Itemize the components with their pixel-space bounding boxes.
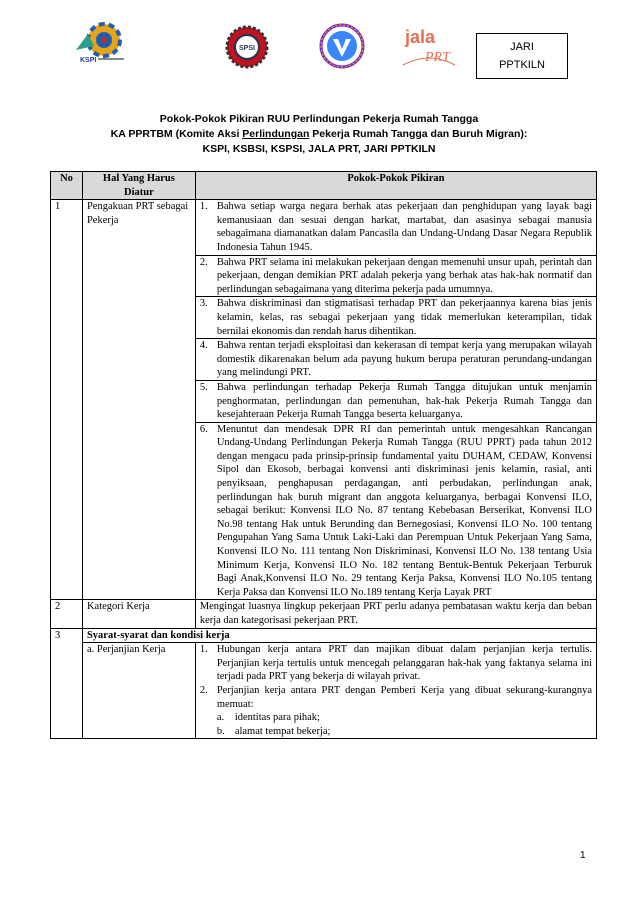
row3-no-cont <box>51 643 83 739</box>
table-row-3-heading <box>51 628 597 643</box>
row3-sub-hal: a. Perjanjian Kerja <box>82 643 195 739</box>
table-row-1a <box>51 200 597 255</box>
box-line-1: JARI <box>510 41 534 53</box>
jala-prt-logo <box>403 21 455 67</box>
row3-no: 3 <box>51 628 83 643</box>
jari-pptkiln-box <box>476 33 568 79</box>
title-line-1: Pokok-Pokok Pikiran RUU Perlindungan Pekerja Rumah Tangga <box>159 113 479 125</box>
row1-point-5: 5. Bahwa perlindungan terhadap Pekerja Rumah Tangga ditujukan untuk menjamin penghormatan, perlindungan dan pemenuhan, hak-hak Pekerja Rumah Tangga dan kesejahteraan Pekerja Rumah Tangga beserta keluarganya. <box>195 380 596 422</box>
table-header-row <box>51 172 597 200</box>
svg-text:jala: jala <box>405 27 436 47</box>
row2-no: 2 <box>51 600 83 628</box>
row1-point-2: 2. Bahwa PRT selama ini melakukan pekerjaan dengan memenuhi unsur upah, perintah dan pekerjaan, dengan demikian PRT adalah pekerja yang berhak atas hak-hak normatif dan perlindungan sebagaimana yang diterima pekerja pada umumnya. <box>195 255 596 297</box>
row3-subpoint-a: a. identitas para pihak; <box>216 712 320 724</box>
table-row-2 <box>51 600 597 628</box>
svg-text:KSPI: KSPI <box>80 57 97 64</box>
row1-hal: Pengakuan PRT sebagai Pekerja <box>82 200 195 600</box>
kspi-logo <box>74 20 130 68</box>
row1-point-6: 6. Menuntut dan mendesak DPR RI dan pemerintah untuk mengesahkan Rancangan Undang-Undang Perlindungan Pekerja Rumah Tangga (RUU PPRT) pada tahun 2012 dengan mengacu pada prinsip-prinsip fundamental yaitu DUHAM, CEDAW, Konvensi Sipol dan Ekosob, berbagai konvensi anti diskriminasi jenis kelamin, rasial, anti penyiksaan, penghapusan perdagangan, anti perbudakan, perlindungan anak, perlindungan hak buruh migrant dan anggota keluarganya, berbagai Konvensi ILO, sebagai berikut: Konvensi ILO No. 87 tentang Kebebasan Berserikat, Konvensi ILO No.98 tentang Hak untuk Berunding dan Bernegosiasi, Konvensi ILO No. 100 tentang Pengupahan Yang Sama Untuk Laki-Laki dan Perempuan Untuk Pekerjaan Yang Sama, Konvensi ILO No. 111 tentang Non Diskriminasi, Konvensi ILO No. 138 tentang Usia Minimum Kerja, Konvensi ILO No. 182 tentang Bentuk-Bentuk Pekerjaan Terburuk Bagi Anak,Konvensi ILO No. 29 tentang Kerja Paksa, Konvensi ILO No.105 tentang Kerja Paksa dan Konvensi ILO No.189 tentang Kerja Layak PRT <box>195 422 596 600</box>
policy-table <box>50 171 597 739</box>
title-line-2: KA PPRTBM (Komite Aksi Perlindungan Pekerja Rumah Tangga dan Buruh Migran): <box>110 128 528 140</box>
kspsi-logo <box>319 23 365 69</box>
row1-point-4: 4. Bahwa rentan terjadi eksploitasi dan kekerasan di tempat kerja yang merupakan wilayah domestik dikarenakan belum ada payung hukum berupa peraturan perundang-undangan yang melindungi PRT. <box>195 339 596 381</box>
row2-hal: Kategori Kerja <box>82 600 195 628</box>
spsi-logo <box>225 25 269 69</box>
row1-point-3: 3. Bahwa diskriminasi dan stigmatisasi terhadap PRT dan pekerjaannya karena bias jenis kelamin, kelas, ras sebagai pekerjaan yang tidak memerlukan keterampilan, tidak bernilai ekonomis dan rendah harus dihentikan. <box>195 297 596 339</box>
table-row-3a <box>51 643 597 739</box>
header-pokok: Pokok-Pokok Pikiran <box>195 172 596 200</box>
svg-text:SPSI: SPSI <box>239 45 255 52</box>
row1-point-1: 1. Bahwa setiap warga negara berhak atas pekerjaan dan penghidupan yang layak bagi kemanusiaan dan sesuai dengan harkat, martabat, dan asasinya sebagai manusia sebagaimana diamanatkan dalam Pancasila dan Undang-Undang Dasar Negara Republik Indonesia Tahun 1945. <box>195 200 596 255</box>
row3-heading: Syarat-syarat dan kondisi kerja <box>82 628 596 643</box>
row3-points: 1. Hubungan kerja antara PRT dan majikan dibuat dalam perjanjian kerja tertulis. Perjanjian kerja tertulis untuk mencegah pelanggaran hak-hak yang faktanya selama ini terjadi pada PRT yang bekerja di wilayah privat. 2. Perjanjian kerja antara PRT dengan Pemberi Kerja yang dibuat sekurang-kurangnya memuat: a. identitas para pihak; b. alamat tempat bekerja; <box>195 643 596 739</box>
row1-no: 1 <box>51 200 83 600</box>
header-no: No <box>51 172 83 200</box>
box-line-2: PPTKILN <box>499 59 545 71</box>
title-line-3: KSPI, KSBSI, KSPSI, JALA PRT, JARI PPTKILN <box>202 143 436 155</box>
svg-text:PRT: PRT <box>425 50 450 65</box>
document-title <box>40 112 598 157</box>
row2-text: Mengingat luasnya lingkup pekerjaan PRT perlu adanya pembatasan waktu kerja dan beban kerja dan kategorisasi pekerjaan PRT. <box>195 600 596 628</box>
row3-subpoint-b: b. alamat tempat bekerja; <box>216 725 331 737</box>
header-hal: Hal Yang Harus Diatur <box>82 172 195 200</box>
page-number: 1 <box>580 850 586 861</box>
